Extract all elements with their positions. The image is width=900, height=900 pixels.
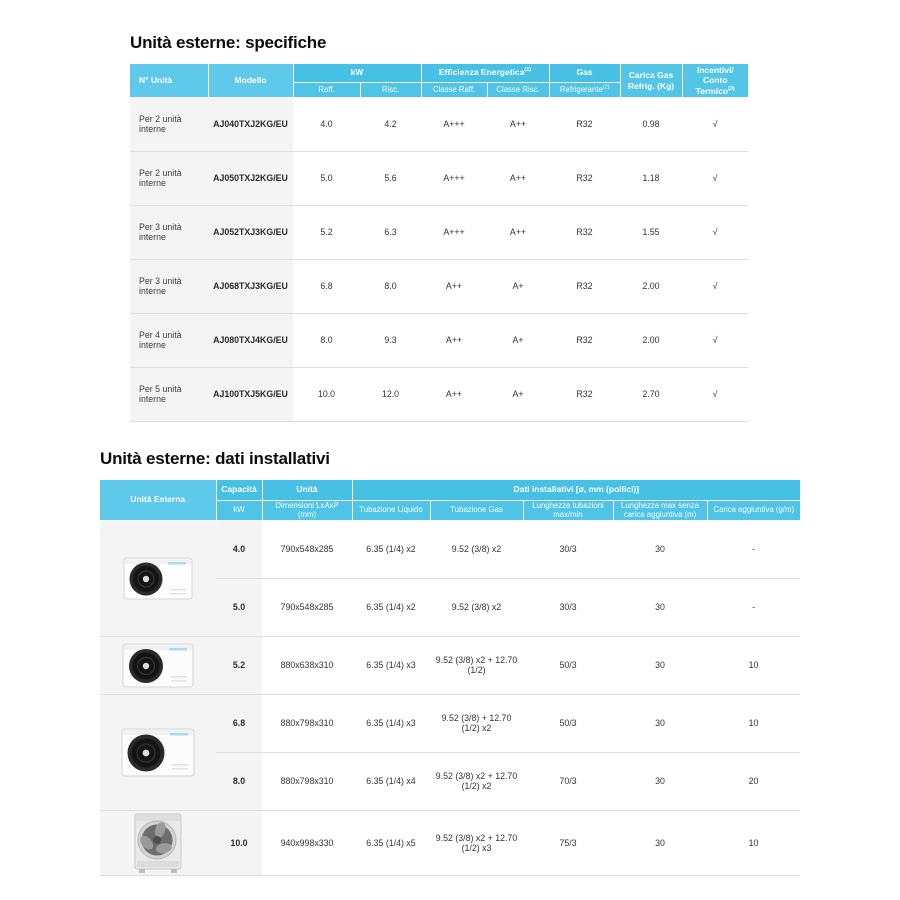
cell-lunghezza-max: 30 — [613, 810, 707, 875]
cell-carica-aggiuntiva: 10 — [707, 636, 800, 694]
col-header-carica-gas — [620, 64, 682, 97]
install-table — [100, 480, 800, 876]
cell-tubazione-liquido: 6.35 (1/4) x3 — [352, 694, 430, 752]
cell-carica: 2.00 — [620, 313, 682, 367]
col-header-raff: Raff. — [293, 82, 360, 97]
cell-carica-aggiuntiva: - — [707, 520, 800, 578]
cell-gas: R32 — [549, 205, 620, 259]
specs-table-header — [130, 64, 748, 97]
incentivi-footnote: (3) — [728, 85, 735, 92]
cell-lunghezza-max: 30 — [613, 636, 707, 694]
cell-classe-raff: A++ — [421, 259, 487, 313]
cell-carica: 2.00 — [620, 259, 682, 313]
cell-gas: R32 — [549, 151, 620, 205]
col-group-kw: kW — [293, 64, 421, 82]
cell-dimensioni: 790x548x285 — [262, 578, 352, 636]
outdoor-unit-medium-photo — [100, 636, 216, 694]
cell-risc: 5.6 — [360, 151, 421, 205]
cell-lunghezza-tubazioni: 30/3 — [523, 520, 613, 578]
cell-modello: AJ068TXJ3KG/EU — [208, 259, 293, 313]
table-row — [130, 367, 748, 421]
col-header-capacita: Capacità — [216, 480, 262, 500]
table-row — [130, 97, 748, 151]
cell-risc: 8.0 — [360, 259, 421, 313]
cell-classe-risc: A+ — [487, 313, 549, 367]
outdoor-unit-image — [119, 639, 197, 691]
table-row — [100, 810, 800, 875]
check-icon: √ — [682, 97, 748, 151]
cell-modello: AJ100TXJ5KG/EU — [208, 367, 293, 421]
cell-dimensioni: 880x798x310 — [262, 752, 352, 810]
cell-classe-raff: A++ — [421, 313, 487, 367]
cell-classe-risc: A++ — [487, 205, 549, 259]
incentivi-label-line2: Conto Termico — [695, 75, 729, 96]
cell-capacita: 10.0 — [216, 810, 262, 875]
cell-gas: R32 — [549, 97, 620, 151]
check-icon: √ — [682, 151, 748, 205]
cell-capacita: 4.0 — [216, 520, 262, 578]
outdoor-unit-image — [120, 551, 196, 605]
refrigerante-label: Refrigerante — [559, 84, 603, 94]
outdoor-unit-xl-photo — [100, 810, 216, 875]
cell-lunghezza-tubazioni: 70/3 — [523, 752, 613, 810]
col-header-kw: kW — [216, 500, 262, 520]
table-row — [100, 636, 800, 694]
cell-lunghezza-tubazioni: 75/3 — [523, 810, 613, 875]
check-icon: √ — [682, 259, 748, 313]
cell-tubazione-gas: 9.52 (3/8) x2 + 12.70 (1/2) x3 — [430, 810, 523, 875]
col-header-lunghezza-tubazioni: Lunghezza tubazioni max/min — [523, 500, 613, 520]
col-header-unita: Unità — [262, 480, 352, 500]
section-title-dati-installativi: Unità esterne: dati installativi — [100, 449, 330, 468]
cell-lunghezza-tubazioni: 30/3 — [523, 578, 613, 636]
cell-raff: 6.8 — [293, 259, 360, 313]
specs-table — [130, 64, 748, 422]
cell-raff: 4.0 — [293, 97, 360, 151]
cell-tubazione-gas: 9.52 (3/8) x2 + 12.70 (1/2) x2 — [430, 752, 523, 810]
outdoor-unit-large-photo — [100, 694, 216, 810]
cell-carica: 2.70 — [620, 367, 682, 421]
cell-capacita: 5.2 — [216, 636, 262, 694]
cell-dimensioni: 880x798x310 — [262, 694, 352, 752]
cell-carica-aggiuntiva: 20 — [707, 752, 800, 810]
cell-carica: 0.98 — [620, 97, 682, 151]
cell-tubazione-liquido: 6.35 (1/4) x2 — [352, 520, 430, 578]
refrigerante-footnote: (2) — [602, 84, 610, 91]
cell-n-unita: Per 2 unità interne — [130, 151, 208, 205]
cell-risc: 9.3 — [360, 313, 421, 367]
cell-classe-raff: A+++ — [421, 97, 487, 151]
cell-lunghezza-max: 30 — [613, 520, 707, 578]
col-header-tubazione-liquido: Tubazione Liquido — [352, 500, 430, 520]
cell-carica-aggiuntiva: - — [707, 578, 800, 636]
outdoor-unit-small-photo — [100, 520, 216, 636]
cell-risc: 4.2 — [360, 97, 421, 151]
cell-n-unita: Per 3 unità interne — [130, 205, 208, 259]
cell-modello: AJ040TXJ2KG/EU — [208, 97, 293, 151]
cell-raff: 5.0 — [293, 151, 360, 205]
cell-tubazione-liquido: 6.35 (1/4) x2 — [352, 578, 430, 636]
cell-tubazione-gas: 9.52 (3/8) x2 — [430, 578, 523, 636]
check-icon: √ — [682, 367, 748, 421]
section-title-specifiche: Unità esterne: specifiche — [130, 33, 327, 52]
cell-carica: 1.18 — [620, 151, 682, 205]
cell-raff: 5.2 — [293, 205, 360, 259]
cell-lunghezza-tubazioni: 50/3 — [523, 636, 613, 694]
cell-tubazione-gas: 9.52 (3/8) + 12.70 (1/2) x2 — [430, 694, 523, 752]
col-group-dati-installativi: Dati installativi [ø, mm (pollici)] — [352, 480, 800, 500]
cell-modello: AJ052TXJ3KG/EU — [208, 205, 293, 259]
cell-classe-risc: A++ — [487, 151, 549, 205]
cell-gas: R32 — [549, 313, 620, 367]
cell-classe-risc: A+ — [487, 367, 549, 421]
cell-tubazione-liquido: 6.35 (1/4) x4 — [352, 752, 430, 810]
section-specifiche — [130, 33, 748, 422]
efficienza-label: Efficienza Energetica — [438, 67, 525, 78]
cell-classe-raff: A++ — [421, 367, 487, 421]
cell-capacita: 6.8 — [216, 694, 262, 752]
cell-n-unita: Per 3 unità interne — [130, 259, 208, 313]
install-table-header — [100, 480, 800, 520]
carica-label-line1: Carica Gas — [628, 69, 674, 80]
cell-raff: 10.0 — [293, 367, 360, 421]
table-row — [100, 520, 800, 578]
outdoor-unit-image — [118, 723, 198, 781]
col-header-unita-esterna: Unità Esterna — [100, 480, 216, 520]
cell-modello: AJ080TXJ4KG/EU — [208, 313, 293, 367]
cell-lunghezza-max: 30 — [613, 752, 707, 810]
col-group-gas: Gas — [549, 64, 620, 82]
check-icon: √ — [682, 313, 748, 367]
col-header-incentivi — [682, 64, 748, 97]
cell-tubazione-liquido: 6.35 (1/4) x3 — [352, 636, 430, 694]
table-row — [130, 259, 748, 313]
col-group-efficienza — [421, 64, 549, 82]
cell-gas: R32 — [549, 259, 620, 313]
col-header-tubazione-gas: Tubazione Gas — [430, 500, 523, 520]
cell-n-unita: Per 4 unità interne — [130, 313, 208, 367]
cell-dimensioni: 880x638x310 — [262, 636, 352, 694]
col-header-classe-risc: Classe Risc. — [487, 82, 549, 97]
cell-raff: 8.0 — [293, 313, 360, 367]
cell-n-unita: Per 5 unità interne — [130, 367, 208, 421]
col-header-n-unita: N° Unità — [130, 64, 208, 97]
cell-classe-raff: A+++ — [421, 205, 487, 259]
cell-capacita: 8.0 — [216, 752, 262, 810]
cell-lunghezza-max: 30 — [613, 694, 707, 752]
efficienza-footnote: (1) — [524, 67, 532, 74]
cell-lunghezza-max: 30 — [613, 578, 707, 636]
cell-dimensioni: 790x548x285 — [262, 520, 352, 578]
col-header-modello: Modello — [208, 64, 293, 97]
section-dati-installativi — [100, 449, 800, 876]
incentivi-label-line1: Incentivi/ — [696, 64, 734, 75]
table-row — [100, 694, 800, 752]
cell-risc: 6.3 — [360, 205, 421, 259]
cell-carica: 1.55 — [620, 205, 682, 259]
check-icon: √ — [682, 205, 748, 259]
col-header-risc: Risc. — [360, 82, 421, 97]
cell-classe-raff: A+++ — [421, 151, 487, 205]
cell-lunghezza-tubazioni: 50/3 — [523, 694, 613, 752]
cell-risc: 12.0 — [360, 367, 421, 421]
cell-carica-aggiuntiva: 10 — [707, 694, 800, 752]
cell-classe-risc: A++ — [487, 97, 549, 151]
carica-label-line2: Refrig. (Kg) — [627, 80, 675, 91]
table-row — [130, 205, 748, 259]
col-header-carica-aggiuntiva: Carica aggiuntiva (g/m) — [707, 500, 800, 520]
cell-modello: AJ050TXJ2KG/EU — [208, 151, 293, 205]
table-row — [130, 313, 748, 367]
cell-classe-risc: A+ — [487, 259, 549, 313]
cell-gas: R32 — [549, 367, 620, 421]
col-header-classe-raff: Classe Raff. — [421, 82, 487, 97]
cell-tubazione-gas: 9.52 (3/8) x2 + 12.70 (1/2) — [430, 636, 523, 694]
col-header-refrigerante — [549, 82, 620, 97]
install-table-body — [100, 520, 800, 875]
cell-tubazione-liquido: 6.35 (1/4) x5 — [352, 810, 430, 875]
cell-capacita: 5.0 — [216, 578, 262, 636]
col-header-dimensioni: Dimensioni LxAxP (mm) — [262, 500, 352, 520]
col-header-lunghezza-max: Lunghezza max senza carica aggiuntiva (m) — [613, 500, 707, 520]
cell-tubazione-gas: 9.52 (3/8) x2 — [430, 520, 523, 578]
outdoor-unit-image — [128, 811, 188, 875]
cell-dimensioni: 940x998x330 — [262, 810, 352, 875]
cell-carica-aggiuntiva: 10 — [707, 810, 800, 875]
specs-table-body — [130, 97, 748, 421]
table-row — [130, 151, 748, 205]
cell-n-unita: Per 2 unità interne — [130, 97, 208, 151]
